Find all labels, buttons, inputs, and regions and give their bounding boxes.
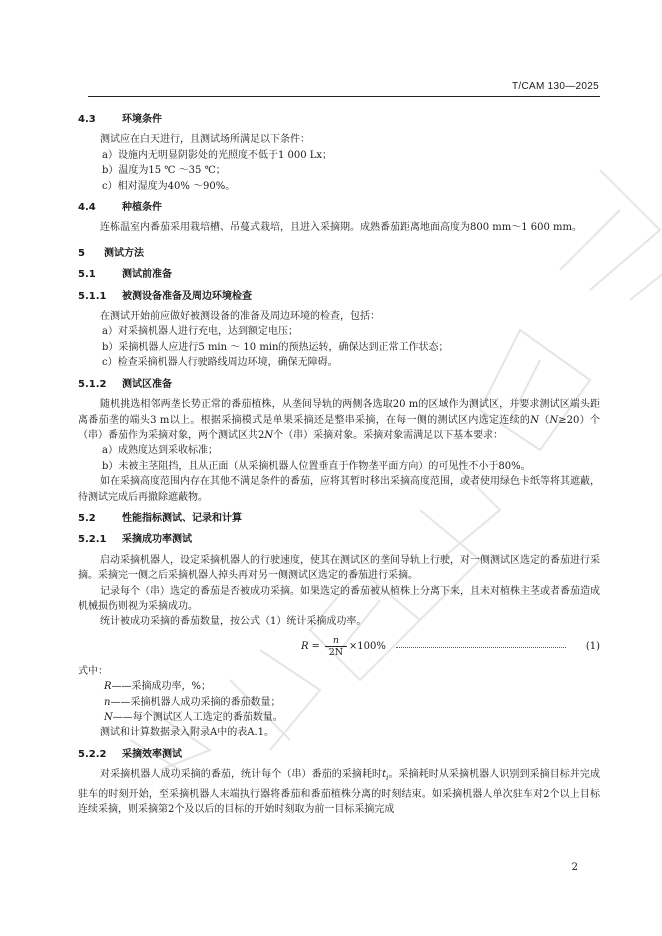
section-number: 5: [78, 247, 85, 259]
section-number: 4.3: [78, 114, 96, 125]
list-item: b）采摘机器人应进行5 min ～ 10 min的预热运转，确保达到正常工作状态；: [102, 341, 449, 353]
variable-n: N: [549, 414, 559, 426]
paragraph: [78, 397, 600, 443]
text-run: ≥20）个（串）番茄作为采摘对象，两个测试区共2: [78, 414, 600, 441]
paragraph: 连栋温室内番茄采用栽培槽、吊蔓式栽培，且进入采摘期。成熟番茄距离地面高度为800 mm～1 600 mm。: [100, 222, 583, 234]
section-heading-5-2: [78, 511, 600, 526]
paragraph: 启动采摘机器人，设定采摘机器人的行驶速度，使其在测试区的垄间导轨上行驶，对一侧测试区选定的番茄进行采摘。采摘完一侧之后采摘机器人掉头再对另一侧测试区选定的番茄进行采摘。: [78, 554, 600, 582]
section-heading-5-2-1: [78, 532, 600, 547]
text-run: 。采摘耗时从采摘机器人识别到采摘目标并完成驻车的时刻开始，至采摘机器人末端执行器将番茄和番茄植株分离的时刻结束。如采摘机器人单次驻车对2个以上目标连续采摘，则采摘第2个及以后的目标的开始时刻取为前一目标采摘完成: [78, 769, 600, 816]
paragraph: 测试应在白天进行，且测试场所满足以下条件：: [100, 134, 310, 146]
section-title: 性能指标测试、记录和计算: [122, 512, 242, 524]
section-heading-4-4: [78, 200, 600, 215]
variable-t: t: [382, 769, 387, 781]
section-title: 测试区准备: [122, 378, 172, 390]
formula-1: [78, 632, 600, 662]
formula-numerator: n: [332, 635, 339, 647]
page-number: 2: [571, 862, 578, 873]
section-heading-5-1-2: [78, 377, 600, 392]
section-number: 5.2.2: [78, 748, 107, 760]
section-title: 测试方法: [104, 247, 144, 259]
def-text: ——采摘机器人成功采摘的番茄数量；: [110, 696, 281, 708]
section-number: 5.1.2: [78, 378, 107, 390]
section-heading-4-3: [78, 112, 600, 127]
formula-equals: =: [311, 641, 320, 653]
list-item: a）对采摘机器人进行充电，达到额定电压；: [102, 326, 298, 338]
section-title: 被测设备准备及周边环境检查: [122, 290, 252, 302]
section-title: 环境条件: [122, 114, 162, 125]
formula-denominator: 2N: [328, 647, 344, 659]
equation-number: (1): [585, 640, 600, 652]
list-item: a）成熟度达到采收标准；: [102, 445, 218, 457]
definition-item: [78, 695, 600, 710]
section-heading-5-2-2: [78, 747, 600, 762]
def-variable: R: [104, 681, 112, 693]
leader-dots: [396, 641, 566, 648]
paragraph: 测试和计算数据录入附录A中的表A.1。: [100, 727, 274, 739]
section-heading-5-1: [78, 267, 600, 282]
variable-n: N: [264, 429, 274, 441]
list-item: c）检查采摘机器人行驶路线周边环境，确保无障碍。: [102, 357, 338, 369]
def-text: ——采摘成功率，%；: [111, 681, 212, 693]
paragraph: 在测试开始前应做好被测设备的准备及周边环境的检查，包括：: [100, 311, 380, 323]
paragraph: [78, 767, 600, 817]
formula-fraction: [325, 635, 347, 658]
def-variable: N: [104, 712, 113, 723]
text-run: 随机挑选相邻两垄长势正常的番茄植株，从垄间导轨的两侧各选取20 m的区域作为测试区，并要求测试区端头距离番茄垄的端头3 m以上。根据采摘模式是单果采摘还是整串采摘，在每一侧的测试区内选定连续的: [78, 399, 600, 426]
list-item: a）设施内无明显阴影处的光照度不低于1 000 Lx；: [102, 149, 333, 161]
subscript-i: i: [386, 774, 389, 783]
paragraph: 统计被成功采摘的番茄数量，按公式（1）统计采摘成功率。: [100, 616, 367, 628]
section-title: 测试前准备: [122, 269, 172, 281]
list-item: b）未被主茎阻挡，且从正面（从采摘机器人位置垂直于作物垄平面方向）的可见性不小于80%。: [102, 460, 531, 472]
definition-item: [78, 710, 600, 725]
section-number: 5.1: [78, 269, 96, 281]
section-heading-5-1-1: [78, 289, 600, 304]
section-title: 种植条件: [122, 202, 162, 214]
section-title: 采摘成功率测试: [122, 534, 192, 546]
section-heading-5: [78, 246, 600, 261]
formula-tail: ×100%: [348, 641, 386, 653]
def-variable: n: [104, 696, 111, 708]
section-title: 采摘效率测试: [122, 748, 182, 760]
paragraph: 如在采摘高度范围内存在其他不满足条件的番茄，应将其暂时移出采摘高度范围，或者使用绿色卡纸等将其遮蔽，待测试完成后再撤除遮蔽物。: [78, 476, 600, 503]
section-number: 5.2: [78, 512, 96, 524]
main-content: [78, 106, 600, 817]
variable-n: N: [530, 414, 539, 426]
text-run: 对采摘机器人成功采摘的番茄，统计每个（串）番茄的采摘耗时: [100, 769, 383, 781]
definition-item: [78, 679, 600, 694]
formula-expression: [301, 632, 386, 662]
list-item: c）相对湿度为40% ～90%。: [102, 180, 236, 192]
text-run: （: [538, 414, 550, 426]
paragraph: 记录每个（串）选定的番茄是否被成功采摘。如果选定的番茄被从植株上分离下来，且未对植株主茎或者番茄造成机械损伤则视为采摘成功。: [78, 585, 600, 612]
section-number: 5.1.1: [78, 290, 107, 302]
text-run: 个（串）采摘对象。采摘对象需满足以下基本要求：: [273, 429, 504, 441]
header-rule: [88, 96, 600, 97]
def-text: ——每个测试区人工选定的番茄数量。: [112, 712, 283, 723]
where-label: 式中：: [78, 665, 108, 677]
standard-code: T/CAM 130—2025: [511, 81, 599, 92]
formula-lhs: R: [301, 641, 309, 653]
list-item: b）温度为15 ℃ ～35 ℃；: [102, 165, 226, 177]
section-number: 4.4: [78, 202, 96, 214]
section-number: 5.2.1: [78, 534, 107, 546]
